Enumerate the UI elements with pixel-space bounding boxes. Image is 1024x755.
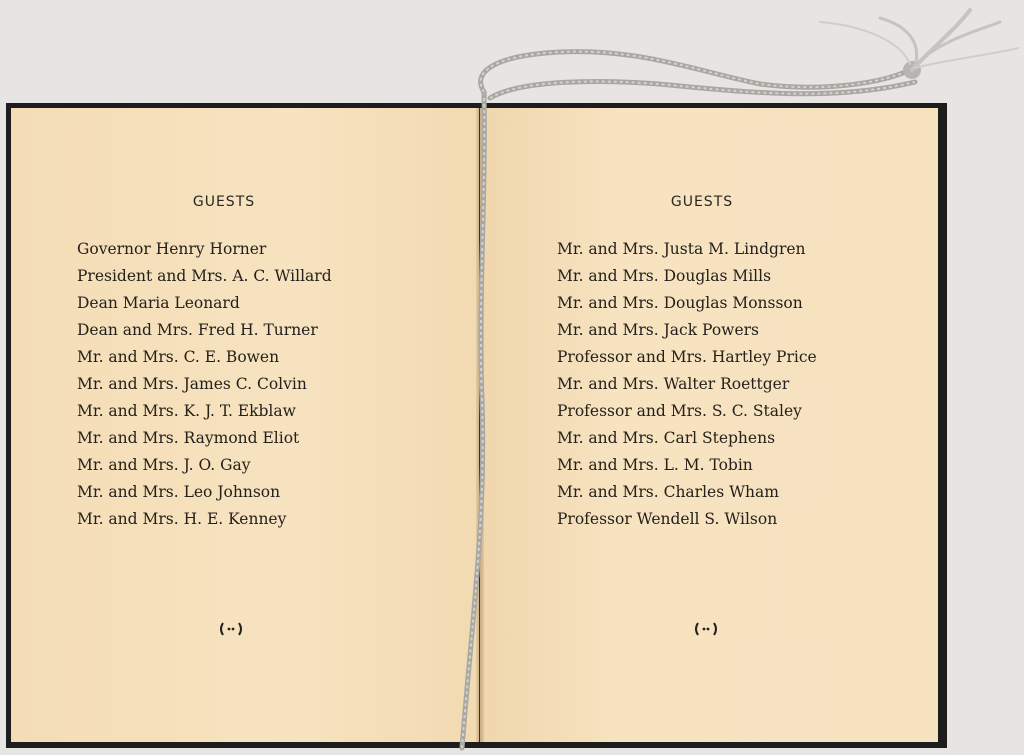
guest-name: Mr. and Mrs. Walter Roettger bbox=[557, 375, 790, 393]
guest-name: President and Mrs. A. C. Willard bbox=[77, 267, 332, 285]
guest-name: Mr. and Mrs. Douglas Monsson bbox=[557, 294, 803, 312]
guest-name: Professor and Mrs. S. C. Staley bbox=[557, 402, 802, 420]
guest-name: Mr. and Mrs. Douglas Mills bbox=[557, 267, 772, 285]
guest-name: Mr. and Mrs. Jack Powers bbox=[557, 321, 759, 339]
right-page-heading: GUESTS bbox=[670, 194, 734, 210]
guest-name: Mr. and Mrs. K. J. T. Ekblaw bbox=[77, 402, 296, 420]
guest-name: Mr. and Mrs. Leo Johnson bbox=[77, 483, 281, 501]
guest-name: Professor and Mrs. Hartley Price bbox=[557, 348, 817, 366]
guest-name: Mr. and Mrs. James C. Colvin bbox=[77, 375, 307, 393]
guest-name: Mr. and Mrs. J. O. Gay bbox=[77, 456, 251, 474]
guest-name: Mr. and Mrs. Carl Stephens bbox=[557, 429, 776, 447]
guest-name: Mr. and Mrs. Charles Wham bbox=[557, 483, 779, 501]
guest-name: Dean Maria Leonard bbox=[77, 294, 240, 312]
guest-name: Mr. and Mrs. H. E. Kenney bbox=[77, 510, 287, 528]
guest-name: Professor Wendell S. Wilson bbox=[557, 510, 778, 528]
guest-name: Governor Henry Horner bbox=[77, 240, 267, 258]
left-page-heading: GUESTS bbox=[192, 194, 256, 210]
guest-name: Mr. and Mrs. L. M. Tobin bbox=[557, 456, 753, 474]
guest-name: Dean and Mrs. Fred H. Turner bbox=[77, 321, 318, 339]
guest-name: Mr. and Mrs. Justa M. Lindgren bbox=[557, 240, 806, 258]
guest-name: Mr. and Mrs. Raymond Eliot bbox=[77, 429, 300, 447]
guest-name: Mr. and Mrs. C. E. Bowen bbox=[77, 348, 280, 366]
